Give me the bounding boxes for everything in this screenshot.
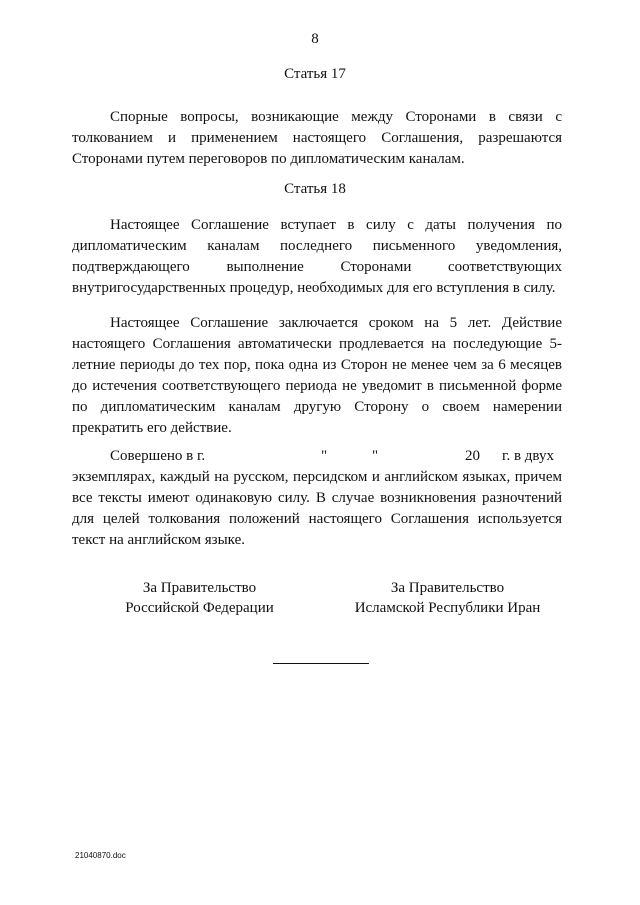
signature-russia-line2: Российской Федерации	[125, 600, 274, 616]
end-of-text-rule	[273, 663, 369, 664]
signature-russia-line1: За Правительство	[142, 580, 257, 596]
date-quote-open: "	[321, 448, 328, 464]
page-number: 8	[311, 31, 319, 47]
signature-russia	[112, 578, 287, 618]
copies-count-text: г. в двух	[502, 448, 554, 464]
year-prefix: 20	[465, 448, 480, 464]
signature-iran-line1: За Правительство	[390, 580, 505, 596]
signature-iran-line2: Исламской Республики Иран	[354, 600, 541, 616]
article-17-text: Спорные вопросы, возникающие между Сторонами в связи с толкованием и применением настоящего Соглашения, разрешаются Сторонами путем переговоров по дипломатическим каналам.	[72, 109, 562, 167]
article-18-paragraph-2: Настоящее Соглашение заключается сроком на 5 лет. Действие настоящего Соглашения автоматически продлевается на последующие 5-летние периоды до тех пор, пока одна из Сторон не менее чем за 6 месяцев до истечения соответствующего периода не уведомит в письменной форме по дипломатическим каналам другую Сторону о своем намерении прекратить его действие.	[72, 315, 562, 436]
document-reference: 21040870.doc	[75, 851, 126, 860]
signature-iran	[345, 578, 550, 618]
article-18-paragraph-1: Настоящее Соглашение вступает в силу с даты получения по дипломатическим каналам последнего письменного уведомления, подтверждающего выполнение Сторонами соответствующих внутригосударственных процедур, необходимых для его вступления в силу.	[72, 217, 562, 296]
article-18-heading: Статья 18	[284, 181, 346, 197]
article-17-heading: Статья 17	[284, 66, 346, 82]
done-at-label: Совершено в г.	[110, 448, 206, 464]
date-quote-close: "	[372, 448, 379, 464]
done-at-paragraph-rest: экземплярах, каждый на русском, персидском и английском языках, причем все тексты имеют одинаковую силу. В случае возникновения разночтений для целей толкования положений настоящего Соглашения используется текст на английском языке.	[72, 469, 562, 548]
